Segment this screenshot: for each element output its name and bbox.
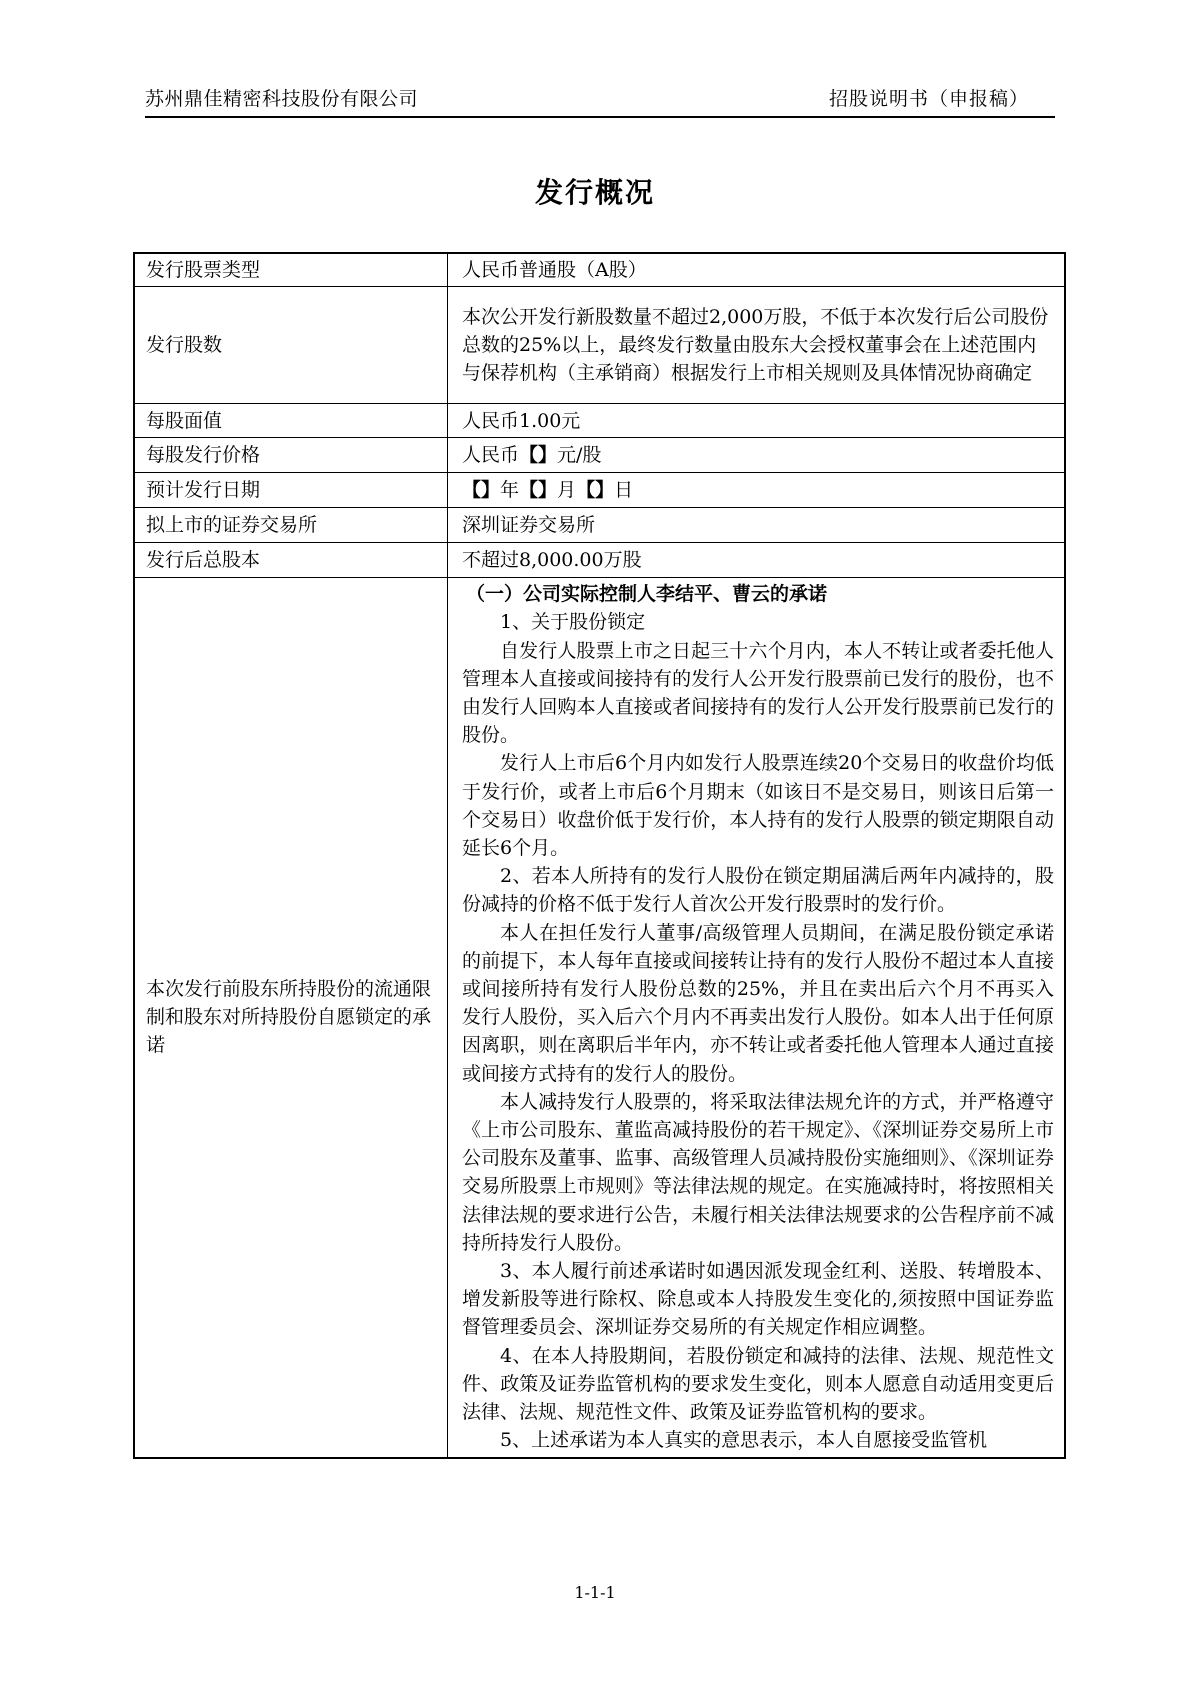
row-label: 发行股数 [134,287,448,404]
page-title: 发行概况 [534,176,655,209]
page-header [145,84,1055,118]
table-row [134,253,1065,287]
commitment-paragraph: 1、关于股份锁定 [500,611,646,634]
year-placeholder: 【】 [462,479,501,502]
company-name: 苏州鼎佳精密科技股份有限公司 [145,88,419,110]
commitment-paragraph: 5、上述承诺为本人真实的意思表示，本人自愿接受监管机 [500,1429,988,1452]
table-row [134,438,1065,473]
row-value: 人民币普通股（A股） [448,253,1066,287]
commitment-paragraph: 本人在担任发行人董事/高级管理人员期间，在满足股份锁定承诺的前提下，本人每年直接或间接转让持有的发行人股份不超过本人直接或间接所持有发行人股份总数的25%，并且在卖出后六个月不再买入发行人股份，买入后六个月内不再卖出发行人股份。如本人出于任何原因离职，则在离职后半年内，亦不转让或者委托他人管理本人通过直接或间接方式持有的发行人的股份。 [462,921,1054,1085]
row-value: 本次公开发行新股数量不超过2,000万股，不低于本次发行后公司股份总数的25%以上，最终发行数量由股东大会授权董事会在上述范围内与保荐机构（主承销商）根据发行上市相关规则及具体情况协商确定 [448,287,1066,404]
row-label: 每股面值 [134,404,448,438]
row-value: 人民币1.00元 [448,404,1066,438]
month-placeholder: 【】 [519,479,558,502]
year-unit: 年 [500,479,520,502]
commitment-paragraph: 本人减持发行人股票的，将采取法律法规允许的方式，并严格遵守《上市公司股东、董监高减持股份的若干规定》、《深圳证券交易所上市公司股东及董事、监事、高级管理人员减持股份实施细则》、《深圳证券交易所股票上市规则》等法律法规的规定。在实施减持时，将按照相关法律法规的要求进行公告，未履行相关法律法规要求的公告程序前不减持所持发行人股份。 [462,1090,1054,1254]
commitment-text [448,578,1066,1458]
table-row [134,543,1065,578]
day-unit: 日 [614,479,634,502]
table-row [134,473,1065,508]
month-unit: 月 [557,479,577,502]
commitment-paragraph: 3、本人履行前述承诺时如遇因派发现金红利、送股、转增股本、增发新股等进行除权、除息或本人持股发生变化的,须按照中国证券监督管理委员会、深圳证券交易所的有关规定作相应调整。 [462,1260,1054,1339]
table-row [134,404,1065,438]
table-row [134,287,1065,404]
document-type: 招股说明书（申报稿） [828,88,1029,110]
row-value [448,438,1066,473]
issuance-overview-table [133,252,1066,1459]
commitment-heading: （一）公司实际控制人李结平、曹云的承诺 [466,583,828,606]
page-number: 1-1-1 [574,1583,616,1602]
row-label: 每股发行价格 [134,438,448,473]
price-prefix: 人民币 [462,444,520,467]
commitment-paragraph: 2、若本人所持有的发行人股份在锁定期届满后两年内减持的，股份减持的价格不低于发行人首次公开发行股票时的发行价。 [462,865,1054,916]
commitment-paragraph: 自发行人股票上市之日起三十六个月内，本人不转让或者委托他人管理本人直接或间接持有的发行人公开发行股票前已发行的股份，也不由发行人回购本人直接或者间接持有的发行人公开发行股票前已发行的股份。 [462,639,1054,747]
table-row [134,508,1065,543]
table-row [134,578,1065,1458]
price-suffix: 元/股 [557,444,602,467]
row-label: 发行后总股本 [134,543,448,578]
row-label: 发行股票类型 [134,253,448,287]
commitment-paragraph: 4、在本人持股期间，若股份锁定和减持的法律、法规、规范性文件、政策及证券监管机构的要求发生变化，则本人愿意自动适用变更后法律、法规、规范性文件、政策及证券监管机构的要求。 [462,1344,1054,1424]
row-label: 拟上市的证券交易所 [134,508,448,543]
row-value: 不超过8,000.00万股 [448,543,1066,578]
day-placeholder: 【】 [576,479,615,502]
row-label: 本次发行前股东所持股份的流通限制和股东对所持股份自愿锁定的承诺 [134,578,448,1458]
price-placeholder: 【】 [519,444,558,467]
row-value: 深圳证券交易所 [448,508,1066,543]
row-label: 预计发行日期 [134,473,448,508]
row-value [448,473,1066,508]
commitment-paragraph: 发行人上市后6个月内如发行人股票连续20个交易日的收盘价均低于发行价，或者上市后6个月期末（如该日不是交易日，则该日后第一个交易日）收盘价低于发行价，本人持有的发行人股票的锁定期限自动延长6个月。 [462,752,1054,860]
